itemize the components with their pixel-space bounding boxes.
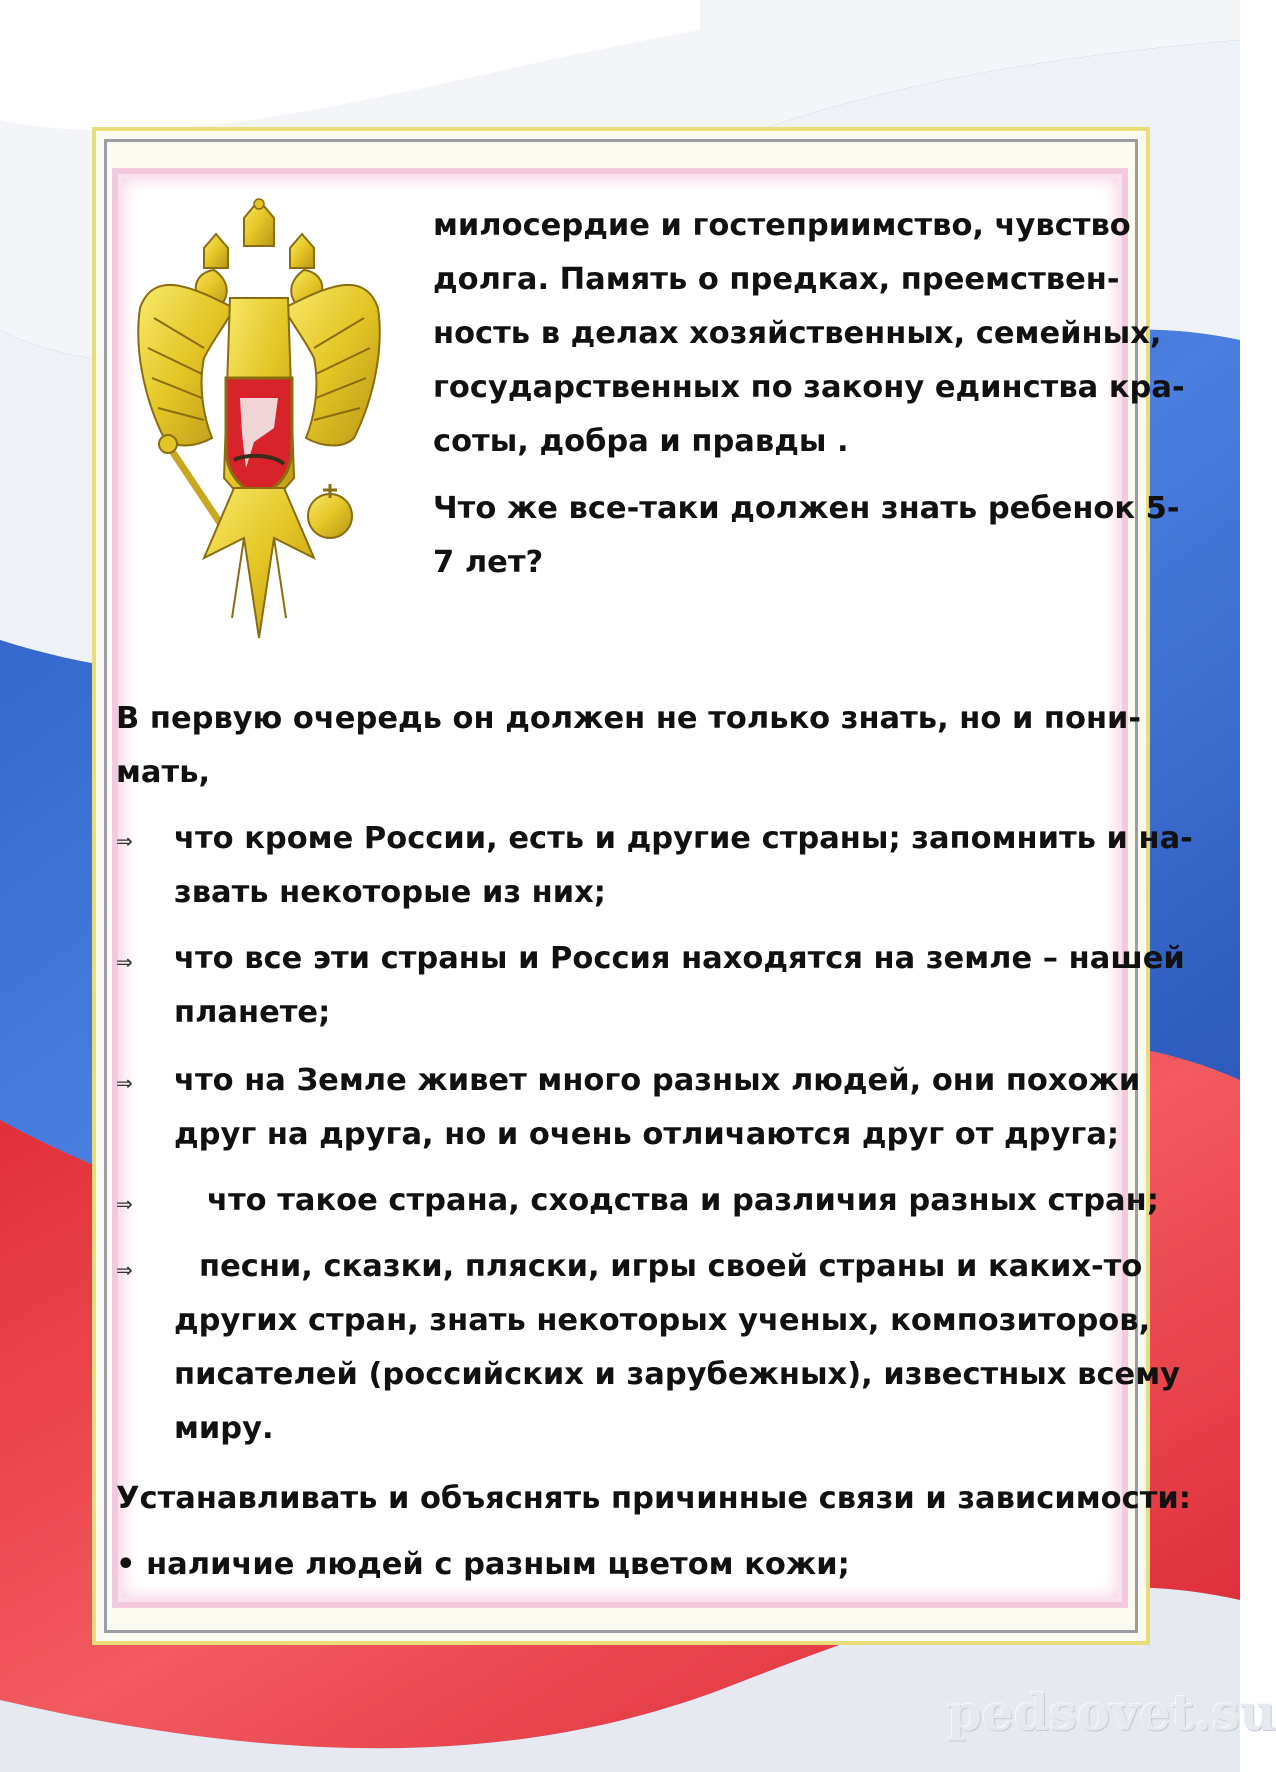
bullet-5-line-3: писателей (российских и зарубежных), известных всему — [174, 1357, 1181, 1392]
intro-line-2: долга. Память о предках, преемствен- — [433, 262, 1120, 297]
bullet-2-line-2: планете; — [174, 995, 331, 1030]
arrow-bullet-icon: ⇒ — [116, 950, 133, 974]
question-line-2: 7 лет? — [433, 545, 544, 580]
bullet-5-line-1: песни, сказки, пляски, игры своей страны и каких-то — [199, 1249, 1143, 1284]
bullet-5-line-4: миру. — [174, 1411, 274, 1446]
arrow-bullet-icon: ⇒ — [116, 829, 133, 853]
intro-line-5: соты, добра и правды . — [433, 424, 849, 459]
bullet-3-line-2: друг на друга, но и очень отличаются друг от друга; — [174, 1117, 1120, 1152]
bullet-5-line-2: других стран, знать некоторых ученых, композиторов, — [174, 1303, 1151, 1338]
lead-line-2: мать, — [116, 755, 211, 790]
arrow-bullet-icon: ⇒ — [116, 1071, 133, 1095]
arrow-bullet-icon: ⇒ — [116, 1192, 133, 1216]
last-list-item: • наличие людей с разным цветом кожи; — [116, 1547, 850, 1582]
lead-line-1: В первую очередь он должен не только знать, но и пони- — [116, 701, 1142, 736]
question-line-1: Что же все-таки должен знать ребенок 5- — [433, 491, 1180, 526]
bullet-1-line-2: звать некоторые из них; — [174, 875, 606, 910]
intro-line-4: государственных по закону единства кра- — [433, 370, 1185, 405]
bullet-1-line-1: что кроме России, есть и другие страны; запомнить и на- — [174, 821, 1193, 856]
site-watermark: pedsovet.su — [947, 1683, 1276, 1742]
bullet-3-line-1: что на Земле живет много разных людей, они похожи — [174, 1063, 1141, 1098]
intro-line-1: милосердие и гостеприимство, чувство — [433, 208, 1131, 243]
arrow-bullet-icon: ⇒ — [116, 1258, 133, 1282]
causal-heading: Устанавливать и объяснять причинные связи и зависимости: — [116, 1481, 1191, 1516]
bullet-2-line-1: что все эти страны и Россия находятся на земле – нашей — [174, 941, 1185, 976]
bullet-4-line-1: что такое страна, сходства и различия разных стран; — [207, 1183, 1159, 1218]
intro-line-3: ность в делах хозяйственных, семейных, — [433, 316, 1162, 351]
coat-of-arms-icon — [134, 198, 384, 648]
